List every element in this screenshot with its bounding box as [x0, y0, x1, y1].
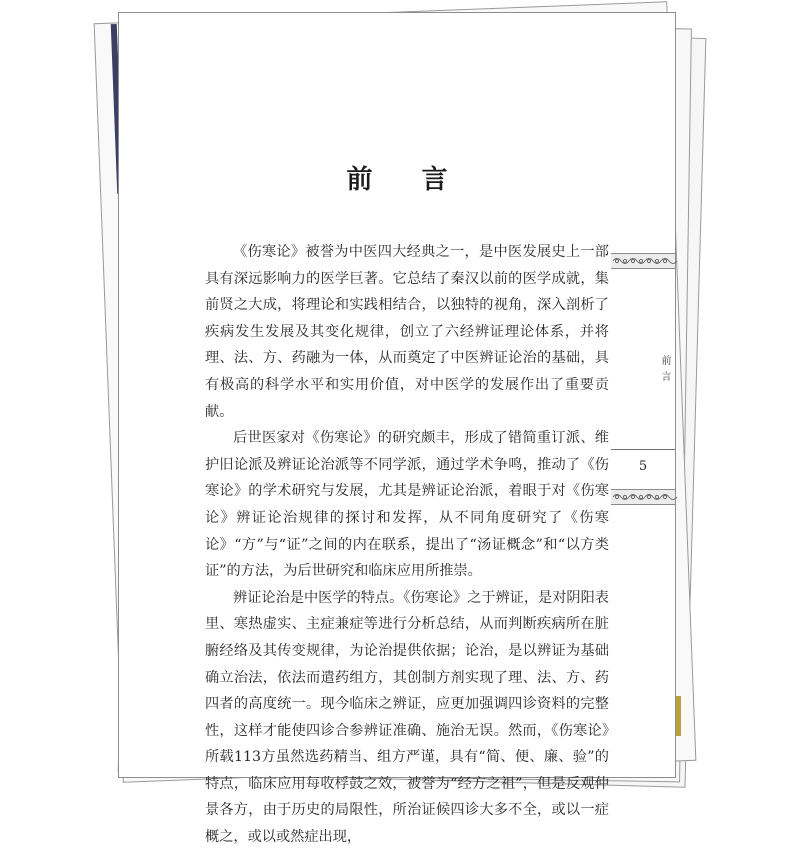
ornament-pattern-top: [611, 254, 675, 268]
book-page: [118, 12, 676, 846]
page-body: [205, 239, 609, 851]
page-number: 5: [638, 459, 648, 474]
side-divider: [611, 449, 675, 450]
cover-gold-edge: [676, 696, 681, 736]
paragraph-2: 后世医家对《伤寒论》的研究颇丰，形成了错简重订派、维护旧论派及辨证论治派等不同学派，通过学术争鸣，推动了《伤寒论》的学术研究与发展，尤其是辨证论治派，着眼于对《伤寒论》辨证论治规律的探讨和发挥，从不同角度研究了《伤寒论》“方”与“证”之间的内在联系，提出了“汤证概念”和“以方类证”的方法，为后世研究和临床应用所推崇。: [205, 430, 609, 580]
running-head: 前言: [659, 355, 670, 387]
paragraph-3: 辨证论治是中医学的特点。《伤寒论》之于辨证，是对阴阳表里、寒热虚实、主症兼症等进行分析总结，从而判断疾病所在脏腑经络及其传变规律，为论治提供依据；论治，是以辨证为基础确立治法，依法而遣药组方，其创制方剂实现了理、法、方、药四者的高度统一。现今临床之辨证，应更加强调四诊资料的完整性，这样才能使四诊合参辨证准确、施治无误。然而，《伤寒论》所载113方虽然选药精当、组方严谨，具有“简、便、廉、验”的特点，临床应用每收桴鼓之效，被誉为“经方之祖”，但是反观仲景各方，由于历史的局限性，所治证候四诊大多不全，或以一症概之，或以或然症出现，: [205, 589, 609, 846]
paragraph-1: 《伤寒论》被誉为中医四大经典之一，是中医发展史上一部具有深远影响力的医学巨著。它总结了秦汉以前的医学成就，集前贤之大成，将理论和实践相结合，以独特的视角，深入剖析了疾病发生发展及其变化规律，创立了六经辨证理论体系，并将理、法、方、药融为一体，从而奠定了中医辨证论治的基础，具有极高的科学水平和实用价值，对中医学的发展作出了重要贡献。: [205, 244, 609, 420]
ornament-pattern-bottom: [611, 490, 675, 504]
ornament-band-top: [611, 253, 675, 269]
chapter-side-tab: [611, 253, 675, 507]
ornament-band-bottom: [611, 489, 675, 505]
page-title: 前 言: [346, 165, 468, 195]
